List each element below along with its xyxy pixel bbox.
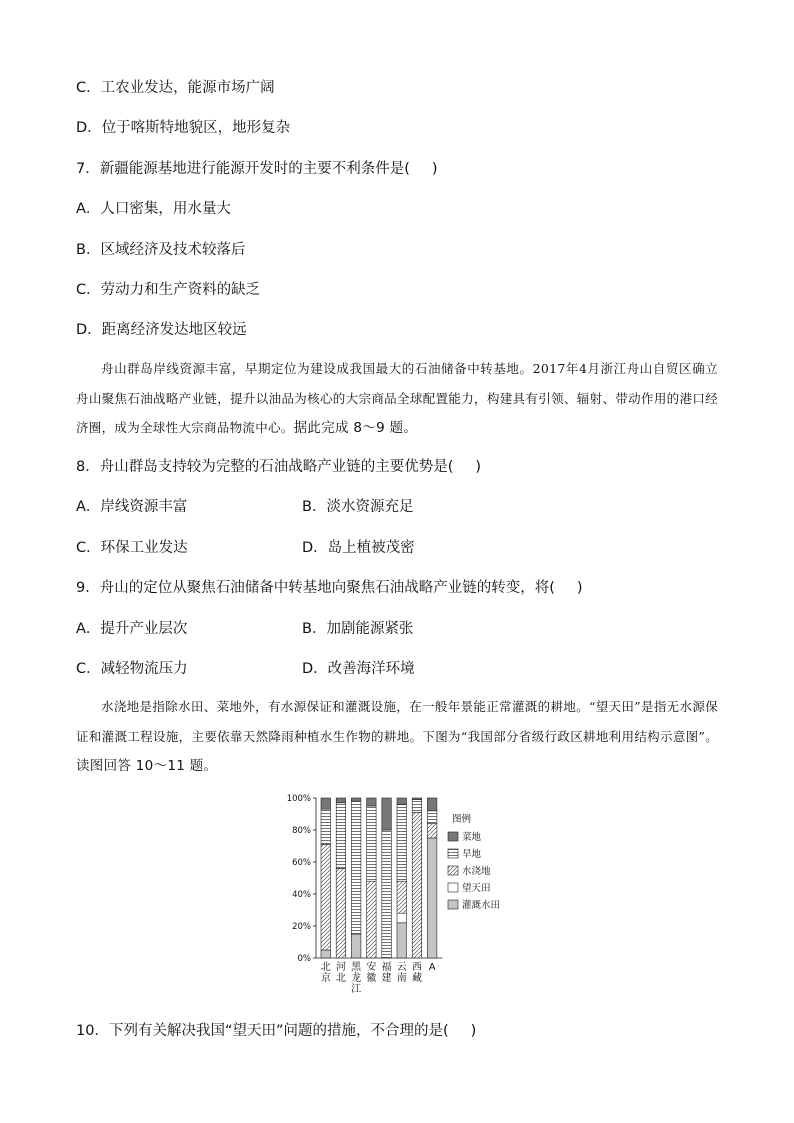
q9-option-b: B．加剧能源紧张: [302, 621, 414, 637]
q10-stem-close: ): [470, 1023, 477, 1039]
passage-zhoushan: [76, 354, 718, 444]
x-category-label: 北: [320, 962, 331, 973]
x-category-label: 徽: [366, 973, 377, 984]
bar-segment: [367, 806, 377, 881]
bar-segment: [367, 881, 377, 958]
passage-farmland: [76, 692, 718, 782]
x-category-label: 西: [411, 962, 422, 973]
farmland-structure-chart: [280, 788, 520, 998]
q9-stem-text: 9．舟山的定位从聚焦石油储备中转基地向聚焦石油战略产业链的转变，将(: [76, 580, 555, 596]
q8-stem: [76, 455, 481, 476]
bar-segment: [382, 830, 392, 958]
bar-segment: [321, 798, 331, 809]
q8-stem-text: 8．舟山群岛支持较为完整的石油战略产业链的主要优势是(: [76, 459, 454, 475]
q7-stem-close: ): [431, 161, 438, 177]
passage-farmland-tail: 读图回答 10～11 题。: [76, 758, 218, 774]
bar-segment: [351, 798, 361, 801]
bar-segment: [397, 798, 407, 804]
q6-option-c: C．工农业发达，能源市场广阔: [76, 80, 275, 96]
q9-option-a: A．提升产业层次: [76, 621, 188, 637]
legend-label: 水浇地: [462, 866, 491, 877]
bar-segment: [382, 798, 392, 830]
y-tick-label: 80%: [292, 826, 311, 836]
q9-option-c: C．减轻物流压力: [76, 661, 188, 677]
q9-stem: [76, 576, 583, 597]
x-category-label: 北: [335, 973, 346, 984]
bar-segment: [367, 798, 377, 806]
x-category-label: 黑: [351, 962, 362, 973]
q7-option-c: C．劳动力和生产资料的缺乏: [76, 282, 261, 298]
legend-swatch: [448, 849, 458, 858]
legend-swatch: [448, 866, 458, 875]
y-tick-label: 0%: [297, 954, 311, 964]
x-category-label: 安: [366, 962, 377, 973]
q9-options-row2: [76, 657, 415, 678]
q7-stem: [76, 157, 438, 178]
legend-swatch: [448, 832, 458, 841]
x-category-label: A: [428, 962, 436, 973]
bar-segment: [336, 803, 346, 869]
q8-options-row1: [76, 495, 414, 516]
q10-stem-text: 10．下列有关解决我国“望天田”问题的措施，不合理的是(: [76, 1023, 449, 1039]
legend-swatch: [448, 900, 458, 909]
bar-segment: [321, 950, 331, 958]
bar-segment: [351, 934, 361, 958]
bar-segment: [427, 838, 437, 958]
q8-option-d: D．岛上植被茂密: [302, 540, 415, 556]
q6-option-d: D．位于喀斯特地貌区，地形复杂: [76, 120, 291, 136]
bar-segment: [321, 809, 331, 844]
y-tick-label: 100%: [286, 794, 311, 804]
y-tick-label: 40%: [292, 890, 311, 900]
bar-segment: [397, 913, 407, 923]
bar-segment: [351, 801, 361, 934]
q8-stem-close: ): [475, 459, 482, 475]
q9-option-d: D．改善海洋环境: [302, 661, 415, 677]
x-category-label: 福: [381, 962, 392, 973]
bar-segment: [336, 868, 346, 958]
x-category-label: 藏: [411, 973, 422, 984]
passage-zhoushan-tail: 据此完成 8～9 题。: [293, 420, 418, 436]
passage-zhoushan-text: 舟山群岛岸线资源丰富，早期定位为建设成我国最大的石油储备中转基地。2017年4月浙江舟山自贸区确立舟山聚焦石油战略产业链，提升以油品为核心的大宗商品全球配置能力，构建具有引领、辐射、带动作用的港口经济圈，成为全球性大宗商品物流中心。: [76, 361, 718, 435]
q8-option-a: A．岸线资源丰富: [76, 499, 188, 515]
legend-label: 望天田: [462, 883, 491, 894]
x-category-label: 龙: [351, 973, 362, 984]
legend-label: 旱地: [462, 849, 482, 860]
bar-segment: [427, 824, 437, 838]
bar-segment: [412, 798, 422, 800]
q7-stem-text: 7．新疆能源基地进行能源开发时的主要不利条件是(: [76, 161, 410, 177]
x-category-label: 南: [396, 973, 407, 984]
y-tick-label: 60%: [292, 858, 311, 868]
x-category-label: 江: [351, 984, 362, 995]
bar-segment: [427, 798, 437, 811]
x-category-label: 河: [335, 962, 346, 973]
x-category-label: 云: [396, 962, 407, 973]
bar-segment: [397, 804, 407, 881]
legend-label: 菜地: [462, 832, 482, 843]
q8-options-row2: [76, 536, 415, 557]
q9-options-row1: [76, 617, 414, 638]
q7-option-b: B．区域经济及技术较落后: [76, 242, 246, 258]
legend-swatch: [448, 883, 458, 892]
q8-option-b: B．淡水资源充足: [302, 499, 414, 515]
bar-segment: [427, 811, 437, 824]
q10-stem: [76, 1019, 476, 1040]
y-tick-label: 20%: [292, 922, 311, 932]
q9-stem-close: ): [576, 580, 583, 596]
q7-option-d: D．距离经济发达地区较远: [76, 322, 247, 338]
bar-segment: [397, 881, 407, 913]
bar-segment: [412, 800, 422, 813]
bar-segment: [336, 798, 346, 803]
legend-title: 图例: [452, 814, 472, 825]
passage-farmland-text: 水浇地是指除水田、菜地外，有水源保证和灌溉设施，在一般年景能正常灌溉的耕地。“望天田”是指无水源保证和灌溉工程设施，主要依靠天然降雨种植水生作物的耕地。下图为“我国部分省级行政区耕地利用结构示意图”。: [76, 699, 718, 744]
x-category-label: 建: [381, 973, 392, 984]
q8-option-c: C．环保工业发达: [76, 540, 188, 556]
bar-segment: [321, 844, 331, 950]
bar-segment: [397, 923, 407, 958]
q7-option-a: A．人口密集，用水量大: [76, 201, 231, 217]
bar-segment: [412, 812, 422, 958]
x-category-label: 京: [320, 973, 331, 984]
legend-label: 灌溉水田: [462, 900, 501, 911]
